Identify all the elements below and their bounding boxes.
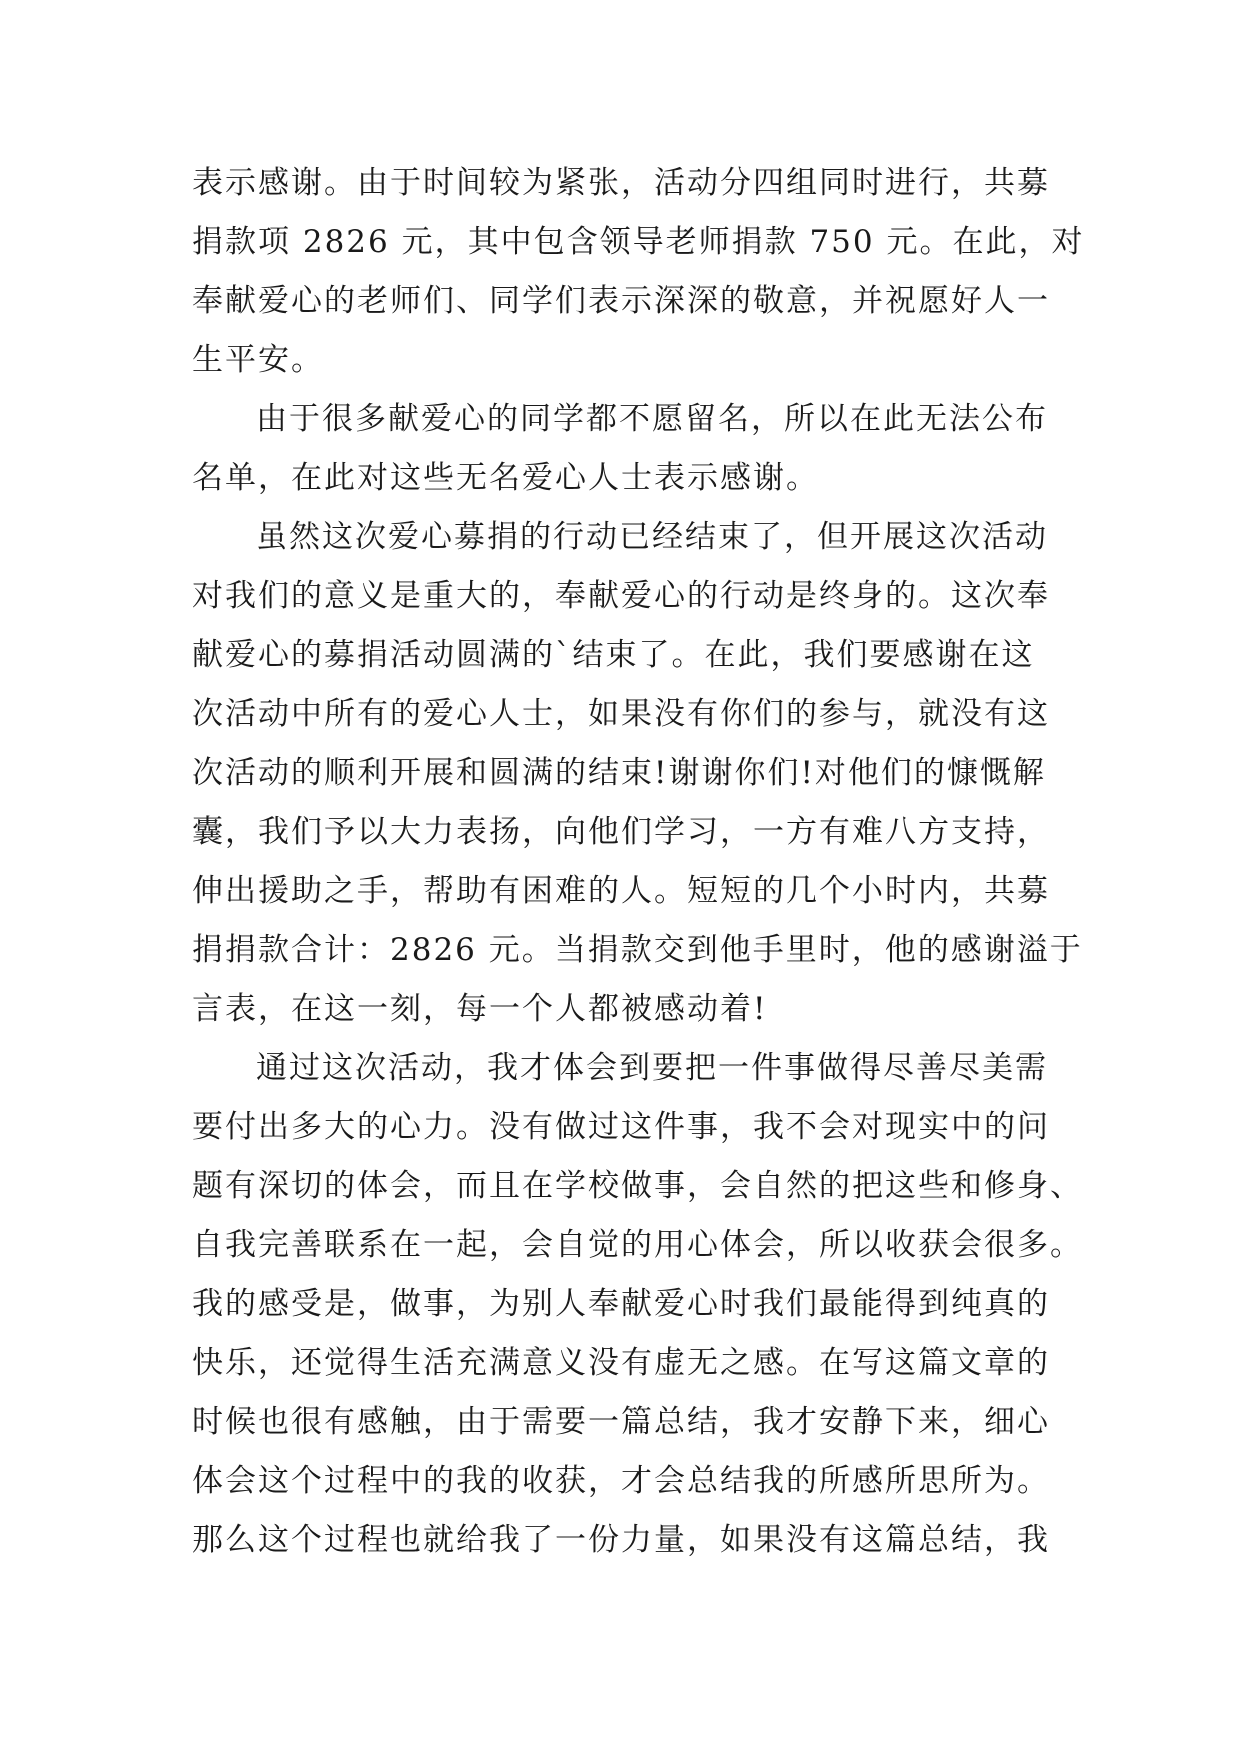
text-line: 生平安。 xyxy=(192,342,324,378)
text-line: 体会这个过程中的我的收获，才会总结我的所感所思所为。 xyxy=(192,1463,1050,1499)
text-line: 捐捐款合计：2826 元。当捐款交到他手里时，他的感谢溢于 xyxy=(192,932,1083,968)
text-line: 那么这个过程也就给我了一份力量，如果没有这篇总结，我 xyxy=(192,1522,1050,1558)
text-line: 对我们的意义是重大的，奉献爱心的行动是终身的。这次奉 xyxy=(192,578,1050,614)
text-line: 表示感谢。由于时间较为紧张，活动分四组同时进行，共募 xyxy=(192,165,1050,201)
text-line: 由于很多献爱心的同学都不愿留名，所以在此无法公布 xyxy=(256,401,1048,437)
text-line: 虽然这次爱心募捐的行动已经结束了，但开展这次活动 xyxy=(256,519,1048,555)
text-line: 次活动中所有的爱心人士，如果没有你们的参与，就没有这 xyxy=(192,696,1050,732)
text-line: 我的感受是，做事，为别人奉献爱心时我们最能得到纯真的 xyxy=(192,1286,1050,1322)
text-line: 快乐，还觉得生活充满意义没有虚无之感。在写这篇文章的 xyxy=(192,1345,1050,1381)
text-line: 要付出多大的心力。没有做过这件事，我不会对现实中的问 xyxy=(192,1109,1050,1145)
text-line: 名单，在此对这些无名爱心人士表示感谢。 xyxy=(192,460,819,496)
text-line: 次活动的顺利开展和圆满的结束!谢谢你们!对他们的慷慨解 xyxy=(192,755,1046,791)
document-body xyxy=(192,154,1085,1570)
text-line: 言表，在这一刻，每一个人都被感动着! xyxy=(192,991,768,1027)
text-line: 捐款项 2826 元，其中包含领导老师捐款 750 元。在此，对 xyxy=(192,224,1085,260)
text-line: 通过这次活动，我才体会到要把一件事做得尽善尽美需 xyxy=(256,1050,1048,1086)
text-line: 时候也很有感触，由于需要一篇总结，我才安静下来，细心 xyxy=(192,1404,1050,1440)
text-line: 囊，我们予以大力表扬，向他们学习，一方有难八方支持， xyxy=(192,814,1050,850)
text-line: 自我完善联系在一起，会自觉的用心体会，所以收获会很多。 xyxy=(192,1227,1083,1263)
text-line: 奉献爱心的老师们、同学们表示深深的敬意，并祝愿好人一 xyxy=(192,283,1050,319)
text-line: 献爱心的募捐活动圆满的`结束了。在此，我们要感谢在这 xyxy=(192,637,1035,673)
text-line: 题有深切的体会，而且在学校做事，会自然的把这些和修身、 xyxy=(192,1168,1083,1204)
text-line: 伸出援助之手，帮助有困难的人。短短的几个小时内，共募 xyxy=(192,873,1050,909)
